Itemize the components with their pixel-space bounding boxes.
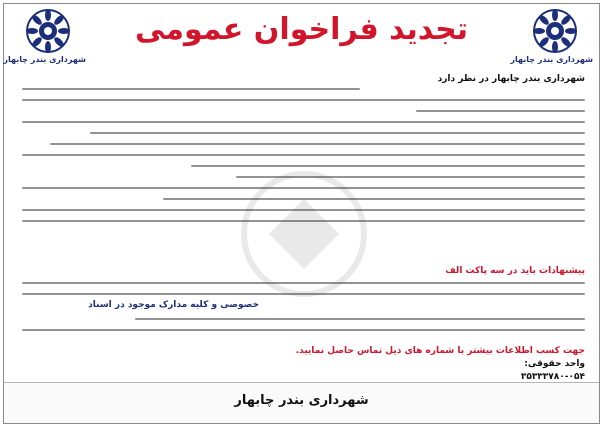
opening-line: شهرداری بندر چابهار در نظر دارد bbox=[437, 74, 585, 84]
municipality-emblem-icon bbox=[25, 8, 71, 54]
municipality-emblem-icon bbox=[532, 8, 578, 54]
footer bbox=[4, 382, 599, 423]
emblem-right bbox=[510, 8, 593, 64]
body-text-block-3 bbox=[22, 318, 585, 340]
guarantee-line: خصوصی و کلیه مدارک موجود در اسناد bbox=[88, 300, 259, 310]
tender-deadline-line: پیشنهادات باید در سه پاکت الف bbox=[445, 266, 585, 276]
emblem-caption-left: شهرداری بندر چابهار bbox=[3, 55, 86, 64]
body-text-block bbox=[22, 74, 585, 231]
contact-line: جهت کسب اطلاعات بیشتر با شماره های ذیل تماس حاصل نمایید. bbox=[295, 346, 585, 356]
notice-title: تجدید فراخوان عمومی bbox=[135, 12, 468, 47]
emblem-left bbox=[3, 8, 86, 64]
contact-label: واحد حقوقی: bbox=[524, 359, 585, 369]
emblem-caption-right: شهرداری بندر چابهار bbox=[510, 55, 593, 64]
contact-phone: ۳۵۳۳۳۷۸۰-۰۵۴ bbox=[520, 372, 585, 382]
footer-signature: شهرداری بندر چابهار bbox=[234, 393, 369, 408]
notice-page bbox=[3, 3, 600, 424]
